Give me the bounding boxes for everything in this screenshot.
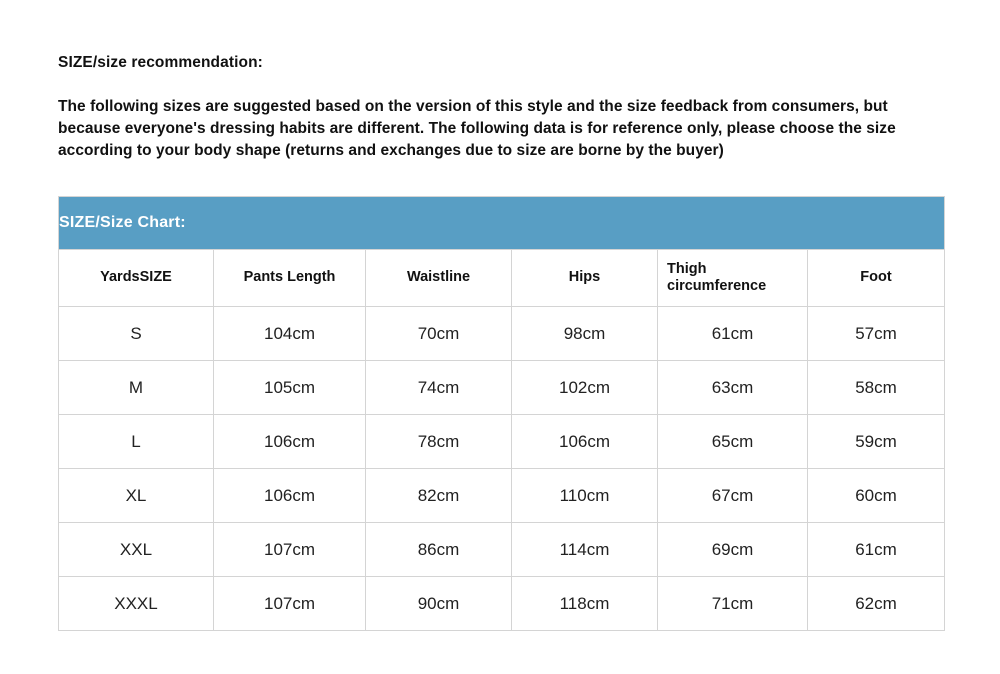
cell-waistline: 74cm <box>366 361 512 415</box>
column-header-pants-length: Pants Length <box>214 250 366 307</box>
table-row <box>59 523 945 577</box>
page-title: SIZE/size recommendation: <box>58 54 263 71</box>
cell-foot: 60cm <box>808 469 945 523</box>
cell-waistline: 86cm <box>366 523 512 577</box>
table-title: SIZE/Size Chart: <box>59 197 945 250</box>
cell-size: M <box>59 361 214 415</box>
cell-hips: 106cm <box>512 415 658 469</box>
cell-size: XXL <box>59 523 214 577</box>
cell-foot: 58cm <box>808 361 945 415</box>
cell-thigh: 65cm <box>658 415 808 469</box>
table-row <box>59 469 945 523</box>
table-header-row <box>59 250 945 307</box>
table-row <box>59 415 945 469</box>
cell-hips: 114cm <box>512 523 658 577</box>
cell-waistline: 70cm <box>366 307 512 361</box>
cell-hips: 98cm <box>512 307 658 361</box>
table-title-row <box>59 197 945 250</box>
cell-pants-length: 107cm <box>214 577 366 631</box>
table-row <box>59 361 945 415</box>
cell-size: L <box>59 415 214 469</box>
cell-hips: 102cm <box>512 361 658 415</box>
column-header-foot: Foot <box>808 250 945 307</box>
cell-hips: 110cm <box>512 469 658 523</box>
cell-waistline: 90cm <box>366 577 512 631</box>
cell-waistline: 78cm <box>366 415 512 469</box>
cell-pants-length: 105cm <box>214 361 366 415</box>
cell-foot: 62cm <box>808 577 945 631</box>
table-row <box>59 577 945 631</box>
cell-thigh: 61cm <box>658 307 808 361</box>
cell-foot: 59cm <box>808 415 945 469</box>
column-header-yardssize: YardsSIZE <box>59 250 214 307</box>
column-header-thigh-circumference: Thigh circumference <box>658 250 808 307</box>
cell-size: XXXL <box>59 577 214 631</box>
cell-hips: 118cm <box>512 577 658 631</box>
cell-pants-length: 104cm <box>214 307 366 361</box>
cell-size: S <box>59 307 214 361</box>
cell-pants-length: 106cm <box>214 469 366 523</box>
cell-pants-length: 107cm <box>214 523 366 577</box>
cell-foot: 61cm <box>808 523 945 577</box>
column-header-waistline: Waistline <box>366 250 512 307</box>
table-row <box>59 307 945 361</box>
cell-pants-length: 106cm <box>214 415 366 469</box>
cell-thigh: 67cm <box>658 469 808 523</box>
size-table <box>58 196 945 631</box>
cell-size: XL <box>59 469 214 523</box>
cell-thigh: 69cm <box>658 523 808 577</box>
cell-waistline: 82cm <box>366 469 512 523</box>
cell-thigh: 71cm <box>658 577 808 631</box>
column-header-hips: Hips <box>512 250 658 307</box>
size-table-wrapper <box>58 196 944 631</box>
cell-foot: 57cm <box>808 307 945 361</box>
intro-paragraph: The following sizes are suggested based on the version of this style and the size feedback from consumers, but because everyone's dressing habits are different. The following data is for reference only, please choose the size according to your body shape (returns and exchanges due to size are borne by the buyer) <box>58 98 896 159</box>
cell-thigh: 63cm <box>658 361 808 415</box>
